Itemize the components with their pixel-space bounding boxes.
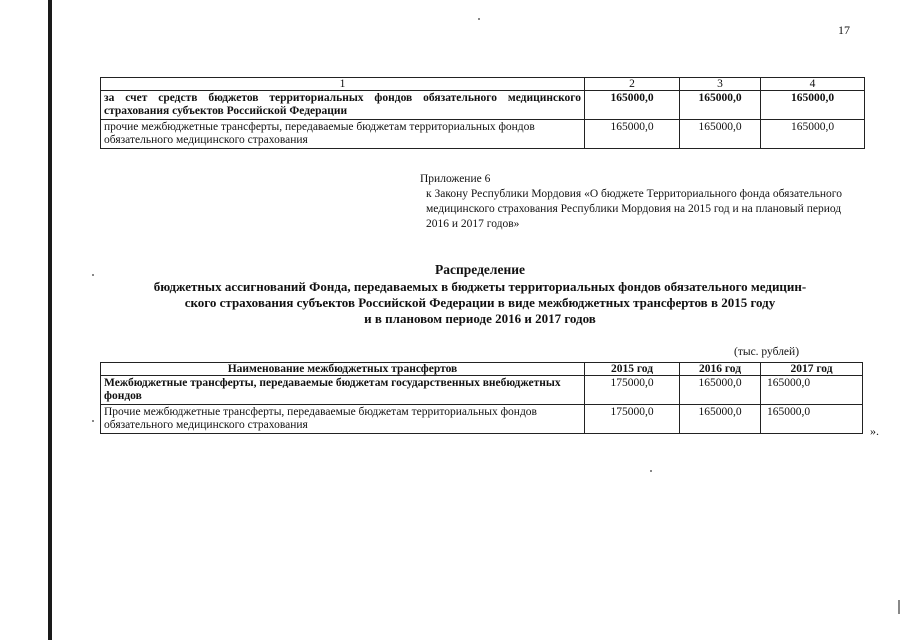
value-2015: 175000,0 xyxy=(585,405,680,434)
document-title: Распределение xyxy=(434,262,526,277)
row-name: за счет средств бюджетов территориальных фондов обязательного медицинского страхования субъектов Российской Федерации xyxy=(101,91,585,120)
value-2017: 165000,0 xyxy=(761,376,863,405)
value-2016: 165000,0 xyxy=(680,376,761,405)
row-name: Межбюджетные трансферты, передаваемые бюджетам государственных внебюджетных фондов xyxy=(101,376,585,405)
table-header-row xyxy=(101,78,865,91)
header-2016: 2016 год xyxy=(680,363,761,376)
scan-speck xyxy=(478,18,480,20)
table-row xyxy=(101,405,863,434)
header-name: Наименование межбюджетных трансфертов xyxy=(101,363,585,376)
table-row xyxy=(101,120,865,149)
row-name: Прочие межбюджетные трансферты, передаваемые бюджетам территориальных фондов обязательного медицинского страхования xyxy=(101,405,585,434)
value-2015: 165000,0 xyxy=(585,120,680,149)
distribution-table xyxy=(100,362,863,434)
scan-speck xyxy=(650,470,652,472)
value-2015: 165000,0 xyxy=(585,91,680,120)
scan-speck xyxy=(898,600,900,614)
document-subtitle xyxy=(100,279,860,327)
value-2017: 165000,0 xyxy=(761,120,865,149)
scan-speck xyxy=(92,274,94,276)
value-2015: 175000,0 xyxy=(585,376,680,405)
header-2015: 2015 год xyxy=(585,363,680,376)
column-number-4: 4 xyxy=(761,78,865,91)
subtitle-line-3: и в плановом периоде 2016 и 2017 годов xyxy=(364,311,596,326)
subtitle-line-1: бюджетных ассигнований Фонда, передаваемых в бюджеты территориальных фондов обязательного медицин- xyxy=(153,279,807,294)
units-label: (тыс. рублей) xyxy=(734,346,800,358)
closing-quote-mark: ». xyxy=(870,424,879,438)
value-2016: 165000,0 xyxy=(680,405,761,434)
table-row xyxy=(101,91,865,120)
table-row xyxy=(101,376,863,405)
appendix-block xyxy=(420,172,856,232)
scan-speck xyxy=(92,420,94,422)
appendix-text: к Закону Республики Мордовия «О бюджете Территориального фонда обязательного медицинского страхования Республики Мордовия на 2015 год и на плановый период 2016 и 2017 годов» xyxy=(426,188,842,230)
value-2017: 165000,0 xyxy=(761,91,865,120)
column-number-2: 2 xyxy=(585,78,680,91)
value-2017: 165000,0 xyxy=(761,405,863,434)
scan-edge-line xyxy=(48,0,52,640)
header-2017: 2017 год xyxy=(761,363,863,376)
continuation-table xyxy=(100,77,865,149)
value-2016: 165000,0 xyxy=(680,91,761,120)
appendix-title: Приложение 6 xyxy=(420,173,491,185)
subtitle-line-2: ского страхования субъектов Российской Федерации в виде межбюджетных трансфертов в 2015 году xyxy=(184,295,776,310)
row-name: прочие межбюджетные трансферты, передаваемые бюджетам территориальных фондов обязательного медицинского страхования xyxy=(101,120,585,149)
column-number-3: 3 xyxy=(680,78,761,91)
table-header-row xyxy=(101,363,863,376)
column-number-1: 1 xyxy=(101,78,585,91)
value-2016: 165000,0 xyxy=(680,120,761,149)
page-number: 17 xyxy=(838,23,850,37)
